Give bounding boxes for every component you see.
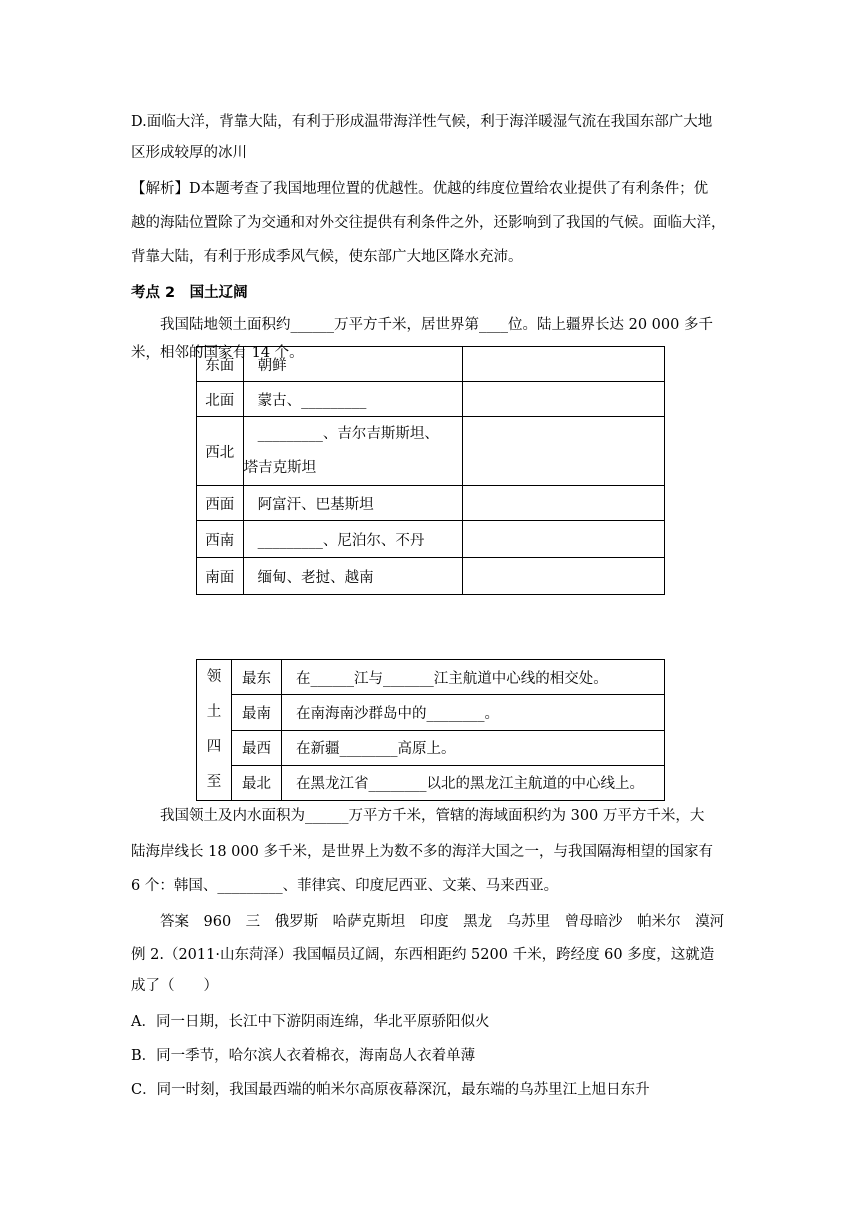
table-row [197, 660, 665, 695]
analysis-line2: 越的海陆位置除了为交通和对外交往提供有利条件之外，还影响到了我国的气候。面临大洋， [131, 215, 726, 231]
blank-cell [463, 382, 665, 417]
direction-cell: 西面 [197, 486, 244, 521]
table-row [197, 486, 665, 521]
neighbors-table [196, 346, 665, 595]
neighbors-line: 塔吉克斯坦 [243, 460, 317, 476]
option-c: C．同一时刻，我国最西端的帕米尔高原夜幕深沉，最东端的乌苏里江上旭日东升 [131, 1082, 650, 1098]
table-row [197, 730, 665, 765]
option-b: B．同一季节，哈尔滨人衣着棉衣，海南岛人衣着单薄 [131, 1048, 476, 1064]
extreme-text: 在黑龙江省________以北的黑龙江主航道的中心线上。 [282, 765, 665, 800]
sea-line3: 6 个：韩国、_________、菲律宾、印度尼西亚、文莱、马来西亚。 [131, 878, 559, 894]
extreme-text: 在新疆________高原上。 [282, 730, 665, 765]
neighbors-cell: 朝鲜 [243, 347, 462, 382]
table-row [197, 558, 665, 595]
direction-cell: 西南 [197, 521, 244, 558]
area-line2: 米，相邻的国家有 14 个。 [131, 345, 304, 361]
direction-cell: 最北 [232, 765, 282, 800]
example-line2: 成了（ ） [131, 978, 218, 994]
blank-cell [463, 558, 665, 595]
direction-cell: 南面 [197, 558, 244, 595]
direction-cell: 东面 [197, 347, 244, 382]
label-char: 至 [206, 774, 222, 790]
option-d-line1: D.面临大洋，背靠大陆，有利于形成温带海洋性气候，利于海洋暖湿气流在我国东部广大地 [131, 114, 713, 130]
table-row [197, 765, 665, 800]
direction-cell: 最南 [232, 695, 282, 730]
area-line1: 我国陆地领土面积约______万平方千米，居世界第____位。陆上疆界长达 20 000 多千 [160, 317, 713, 333]
option-d-line2: 区形成较厚的冰川 [131, 145, 247, 161]
sea-line2: 陆海岸线长 18 000 多千米，是世界上为数不多的海洋大国之一，与我国隔海相望的国家有 [131, 844, 713, 860]
answer-line: 答案 960 三 俄罗斯 哈萨克斯坦 印度 黑龙 乌苏里 曾母暗沙 帕米尔 漠河 [160, 914, 725, 930]
direction-cell: 北面 [197, 382, 244, 417]
table-row [197, 695, 665, 730]
extreme-text: 在南海南沙群岛中的________。 [282, 695, 665, 730]
analysis-line1: 【解析】D本题考查了我国地理位置的优越性。优越的纬度位置给农业提供了有利条件；优 [131, 181, 709, 197]
neighbors-line: _________、吉尔吉斯斯坦、 [257, 426, 439, 442]
label-char: 四 [206, 739, 222, 755]
example-line1: 例 2.（2011·山东菏泽）我国幅员辽阔，东西相距约 5200 千米，跨经度 60 多度，这就造 [131, 947, 715, 963]
sea-line1: 我国领土及内水面积为______万平方千米，管辖的海域面积约为 300 万平方千米，大 [160, 808, 705, 824]
extreme-text: 在______江与_______江主航道中心线的相交处。 [282, 660, 665, 695]
extremes-table [196, 659, 665, 801]
neighbors-cell [243, 417, 462, 486]
option-a: A．同一日期，长江中下游阴雨连绵，华北平原骄阳似火 [131, 1014, 490, 1030]
analysis-line3: 背靠大陆，有利于形成季风气候，使东部广大地区降水充沛。 [131, 249, 523, 265]
direction-cell: 最东 [232, 660, 282, 695]
table-row [197, 417, 665, 486]
blank-cell [463, 347, 665, 382]
direction-cell: 最西 [232, 730, 282, 765]
label-char: 领 [206, 669, 222, 685]
section-heading: 考点 2 国土辽阔 [131, 285, 248, 301]
table-row [197, 347, 665, 382]
neighbors-cell: 阿富汗、巴基斯坦 [243, 486, 462, 521]
blank-cell [463, 521, 665, 558]
direction-cell: 西北 [197, 417, 244, 486]
label-char: 土 [206, 704, 222, 720]
table-row [197, 521, 665, 558]
neighbors-cell: 蒙古、_________ [243, 382, 462, 417]
blank-cell [463, 486, 665, 521]
extremes-label [197, 660, 232, 801]
neighbors-cell: _________、尼泊尔、不丹 [243, 521, 462, 558]
blank-cell [463, 417, 665, 486]
neighbors-cell: 缅甸、老挝、越南 [243, 558, 462, 595]
table-row [197, 382, 665, 417]
